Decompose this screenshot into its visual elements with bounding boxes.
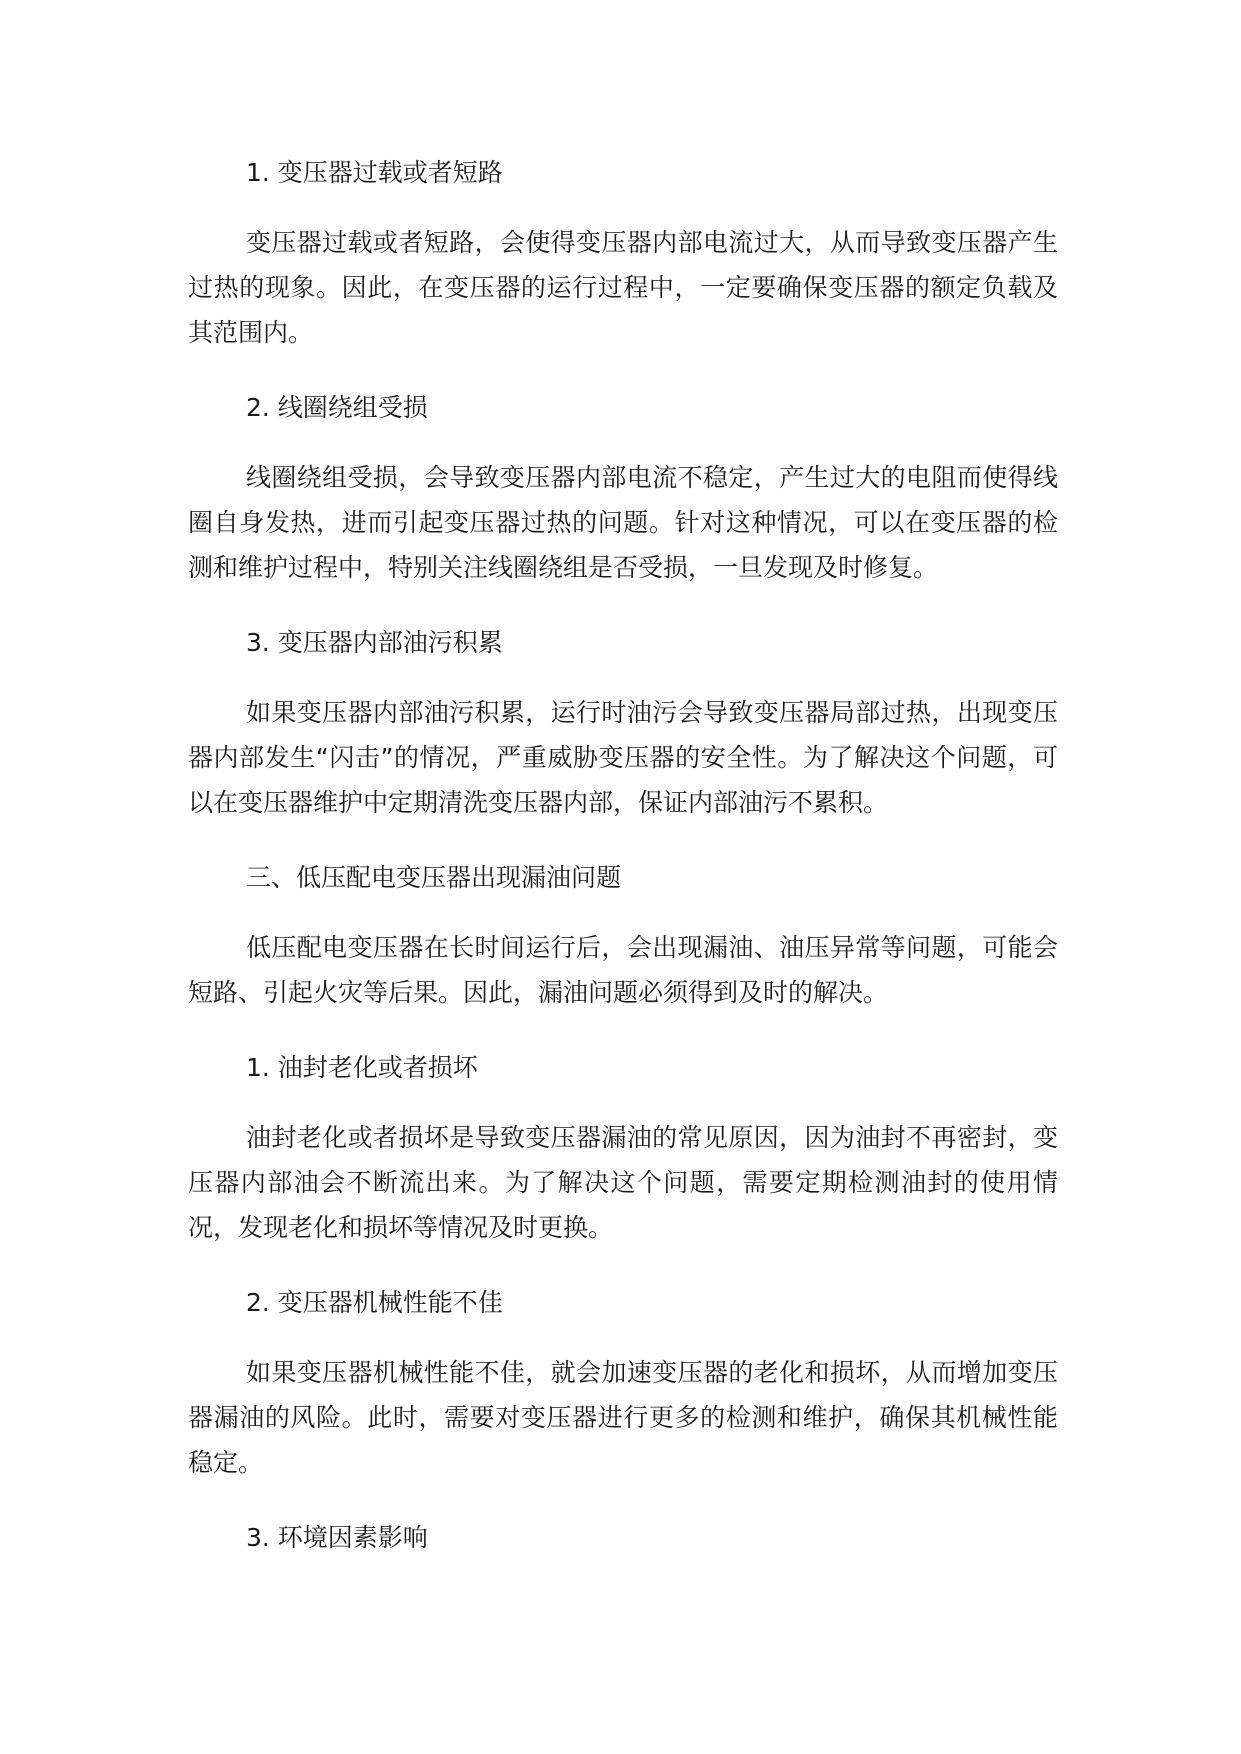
body-paragraph: 低压配电变压器在长时间运行后，会出现漏油、油压异常等问题，可能会短路、引起火灾等后果。因此，漏油问题必须得到及时的解决。 <box>188 933 1058 1007</box>
section-heading: 1. 变压器过载或者短路 <box>246 158 503 187</box>
document-page <box>188 150 1058 1561</box>
section-heading: 2. 变压器机械性能不佳 <box>246 1288 503 1317</box>
section-heading: 1. 油封老化或者损坏 <box>246 1053 478 1082</box>
section-heading: 2. 线圈绕组受损 <box>246 393 428 422</box>
body-paragraph: 变压器过载或者短路，会使得变压器内部电流过大，从而导致变压器产生过热的现象。因此，在变压器的运行过程中，一定要确保变压器的额定负载及其范围内。 <box>188 228 1058 347</box>
body-paragraph: 如果变压器机械性能不佳，就会加速变压器的老化和损坏，从而增加变压器漏油的风险。此时，需要对变压器进行更多的检测和维护，确保其机械性能稳定。 <box>188 1358 1058 1477</box>
section-heading: 3. 变压器内部油污积累 <box>246 628 503 657</box>
body-paragraph: 油封老化或者损坏是导致变压器漏油的常见原因，因为油封不再密封，变压器内部油会不断流出来。为了解决这个问题，需要定期检测油封的使用情况，发现老化和损坏等情况及时更换。 <box>188 1123 1058 1242</box>
chapter-heading: 三、低压配电变压器出现漏油问题 <box>246 863 622 892</box>
body-paragraph: 如果变压器内部油污积累，运行时油污会导致变压器局部过热，出现变压器内部发生“闪击”的情况，严重威胁变压器的安全性。为了解决这个问题，可以在变压器维护中定期清洗变压器内部，保证内部油污不累积。 <box>188 698 1058 817</box>
section-heading: 3. 环境因素影响 <box>246 1523 428 1552</box>
body-paragraph: 线圈绕组受损，会导致变压器内部电流不稳定，产生过大的电阻而使得线圈自身发热，进而引起变压器过热的问题。针对这种情况，可以在变压器的检测和维护过程中，特别关注线圈绕组是否受损，一旦发现及时修复。 <box>188 463 1058 582</box>
